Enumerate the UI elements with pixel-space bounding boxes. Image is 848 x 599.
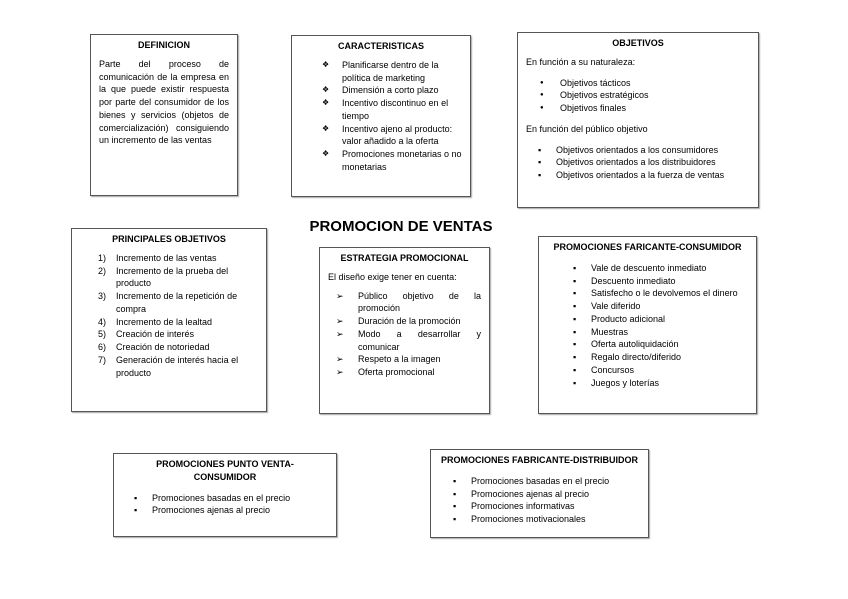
list-item: ▪ Concursos: [561, 364, 748, 377]
list-item: ● Objetivos finales: [526, 102, 750, 115]
list-item: ▪ Objetivos orientados a la fuerza de ventas: [526, 169, 750, 182]
item-number: 4): [98, 316, 107, 327]
list-item: [98, 290, 258, 316]
list-item: ▪ Producto adicional: [561, 313, 748, 326]
definicion-box: [90, 34, 238, 196]
punto-venta-consumidor-box: [113, 453, 337, 537]
list-item: ▪ Promociones ajenas al precio: [441, 488, 640, 501]
principales-objetivos-box: [71, 228, 267, 412]
fabricante-distribuidor-list: [439, 475, 640, 526]
list-item: ❖ Incentivo discontinuo en el tiempo: [322, 97, 462, 123]
objetivos-publico-label: En función del público objetivo: [526, 123, 648, 134]
list-item: [98, 354, 258, 380]
list-item: [98, 328, 258, 341]
principales-objetivos-title: PRINCIPALES OBJETIVOS: [112, 234, 226, 244]
item-text: Incremento de la repetición de compra: [116, 291, 238, 314]
list-item: ▪ Objetivos orientados a los consumidores: [526, 144, 750, 157]
list-item: [98, 341, 258, 354]
definicion-title: DEFINICION: [137, 40, 190, 50]
list-item: ▪ Promociones motivacionales: [441, 513, 640, 526]
list-item: ▪ Regalo directo/diferido: [561, 351, 748, 364]
list-item: [98, 316, 258, 329]
fabricante-consumidor-title: PROMOCIONES FARICANTE-CONSUMIDOR: [553, 242, 742, 252]
list-item: ▪ Vale diferido: [561, 300, 748, 313]
estrategia-box: [319, 247, 490, 414]
estrategia-intro: El diseño exige tener en cuenta:: [328, 271, 457, 282]
objetivos-title: OBJETIVOS: [612, 38, 664, 48]
list-item: ▪ Promociones ajenas al precio: [122, 504, 328, 517]
principales-objetivos-list: [80, 252, 258, 380]
punto-venta-consumidor-list: [122, 492, 328, 518]
list-item: ➢ Duración de la promoción: [328, 315, 481, 328]
objetivos-box: [517, 32, 759, 208]
list-item: ➢ Público objetivo de la promoción: [328, 290, 481, 316]
estrategia-title: ESTRATEGIA PROMOCIONAL: [340, 253, 469, 263]
item-number: 1): [98, 252, 107, 263]
caracteristicas-title: CARACTERISTICAS: [337, 41, 424, 51]
item-text: Incremento de la lealtad: [116, 316, 213, 327]
objetivos-naturaleza-list: [526, 77, 750, 115]
list-item: ❖ Promociones monetarias o no monetarias: [322, 148, 462, 174]
item-text: Creación de interés: [116, 329, 195, 340]
item-text: Creación de notoriedad: [116, 342, 210, 353]
fabricante-distribuidor-box: [430, 449, 649, 538]
item-number: 5): [98, 329, 107, 340]
list-item: [98, 252, 258, 265]
list-item: ● Objetivos tácticos: [526, 77, 750, 90]
fabricante-consumidor-list: [547, 262, 748, 390]
list-item: ▪ Promociones basadas en el precio: [441, 475, 640, 488]
list-item: ▪ Oferta autoliquidación: [561, 338, 748, 351]
definicion-text: Parte del proceso de comunicación de la empresa en la que puede existir respuesta por parte del consumidor de los bienes y servicios (objetos de comercialización) consiguiendo un incremento de las ventas: [99, 58, 229, 146]
list-item: ▪ Promociones basadas en el precio: [122, 492, 328, 505]
fabricante-consumidor-box: [538, 236, 757, 414]
list-item: ▪ Objetivos orientados a los distribuidores: [526, 156, 750, 169]
item-number: 2): [98, 265, 107, 276]
list-item: ➢ Modo a desarrollar y comunicar: [328, 328, 481, 354]
list-item: ● Objetivos estratégicos: [526, 89, 750, 102]
list-item: ▪ Vale de descuento inmediato: [561, 262, 748, 275]
item-number: 7): [98, 354, 107, 365]
list-item: ▪ Descuento inmediato: [561, 275, 748, 288]
fabricante-distribuidor-title: PROMOCIONES FABRICANTE-DISTRIBUIDOR: [440, 455, 638, 465]
caracteristicas-list: [300, 59, 462, 174]
list-item: ➢ Oferta promocional: [328, 366, 481, 379]
list-item: ❖ Planificarse dentro de la política de marketing: [322, 59, 462, 85]
item-number: 3): [98, 291, 107, 302]
list-item: ▪ Muestras: [561, 326, 748, 339]
item-number: 6): [98, 342, 107, 353]
list-item: ❖ Dimensión a corto plazo: [322, 84, 462, 97]
objetivos-naturaleza-label: En función a su naturaleza:: [526, 56, 636, 67]
punto-venta-consumidor-title: PROMOCIONES PUNTO VENTA-CONSUMIDOR: [156, 459, 294, 482]
list-item: ▪ Juegos y loterías: [561, 377, 748, 390]
list-item: ▪ Satisfecho o le devolvemos el dinero: [561, 287, 748, 300]
list-item: [98, 265, 258, 291]
list-item: ❖ Incentivo ajeno al producto: valor añadido a la oferta: [322, 123, 462, 149]
list-item: ➢ Respeto a la imagen: [328, 353, 481, 366]
item-text: Incremento de la prueba del producto: [116, 265, 229, 289]
list-item: ▪ Promociones informativas: [441, 500, 640, 513]
page-title: PROMOCION DE VENTAS: [309, 218, 493, 235]
item-text: Generación de interés hacia el producto: [116, 354, 239, 378]
estrategia-list: [328, 290, 481, 379]
caracteristicas-box: [291, 35, 471, 197]
objetivos-publico-list: [526, 144, 750, 182]
item-text: Incremento de las ventas: [116, 252, 217, 263]
